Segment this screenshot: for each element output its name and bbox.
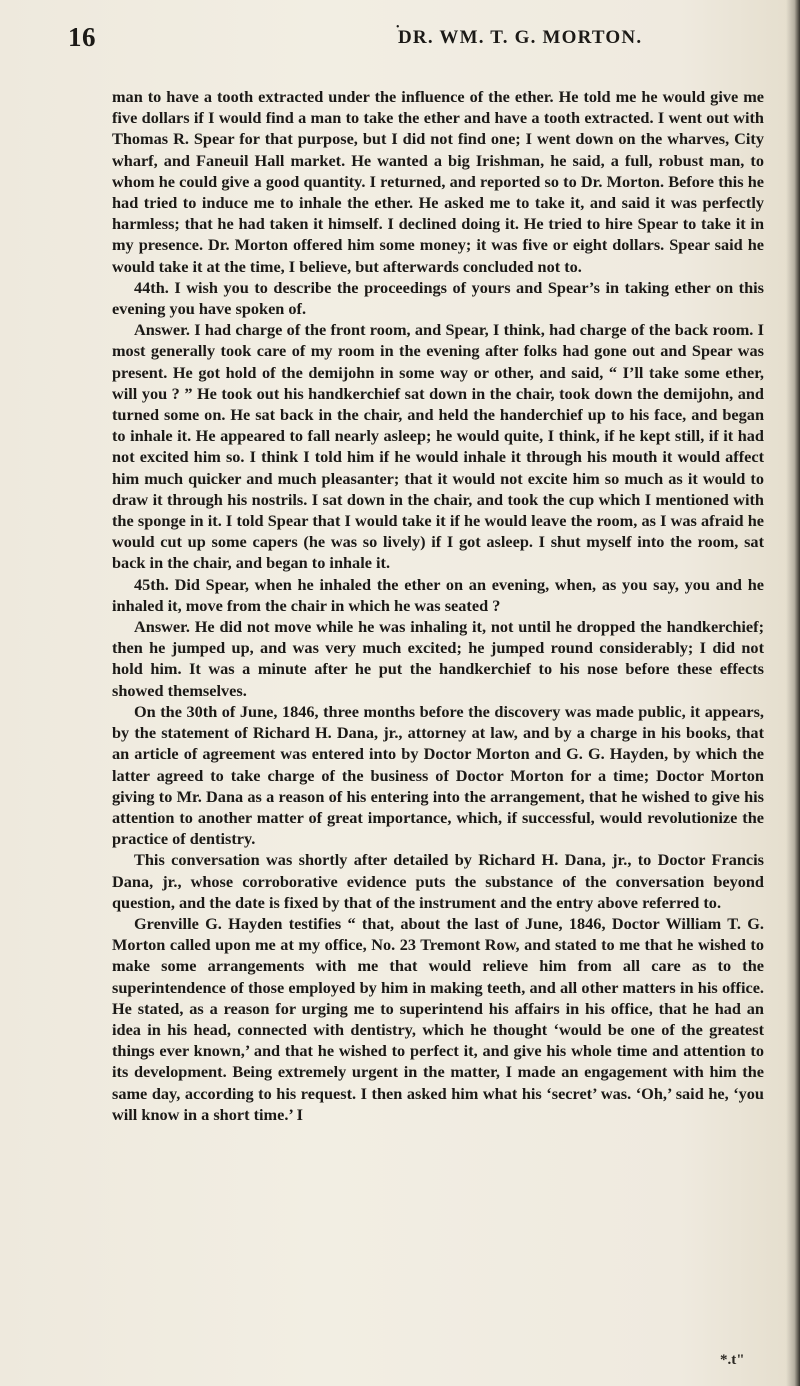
page-edge-shadow: [786, 0, 800, 1386]
body-text: [112, 86, 764, 1125]
paragraph-question-45: 45th. Did Spear, when he inhaled the ether on an evening, when, as you say, you and he inhaled it, move from the chair in which he was seated ?: [112, 574, 764, 615]
top-mark: •: [396, 22, 400, 33]
paragraph-dana-statement: On the 30th of June, 1846, three months before the discovery was made public, it appears, by the statement of Richard H. Dana, jr., attorney at law, and by a charge in his books, that an article of agreement was entered into by Doctor Morton and G. G. Hayden, by which the latter agreed to take charge of the business of Doctor Morton for a time; Doctor Morton giving to Mr. Dana as a reason of his entering into the arrangement, that he wished to give his attention to another matter of great importance, which, if successful, would revolutionize the practice of dentistry.: [112, 701, 764, 849]
paragraph-question-44: 44th. I wish you to describe the proceedings of yours and Spear’s in taking ether on this evening you have spoken of.: [112, 277, 764, 319]
paragraph-continuation: man to have a tooth extracted under the influence of the ether. He told me he would give me five dollars if I would find a man to take the ether and have a tooth extracted. I went out with Thomas R. Spear for that purpose, but I did not find one; I went down on the wharves, City wharf, and Faneuil Hall market. He wanted a big Irishman, he said, a full, robust man, to whom he could give a good quantity. I returned, and reported so to Dr. Morton. Before this he had tried to induce me to inhale the ether. He asked me to take it, and said it was perfectly harmless; that he had taken it himself. I declined doing it. He tried to hire Spear to take it in my presence. Dr. Morton offered him some money; it was five or eight dollars. Spear said he would take it at the time, I believe, but afterwards concluded not to.: [112, 87, 764, 276]
paragraph-answer-45: Answer. He did not move while he was inhaling it, not until he dropped the handkerchief; then he jumped up, and was very much excited; he jumped round considerably; I did not hold him. It was a minute after he put the handkerchief to his nose before these effects showed themselves.: [112, 617, 764, 700]
page-header: [68, 22, 758, 52]
running-head: DR. WM. T. G. MORTON.: [398, 27, 643, 48]
footer-mark: *.t": [720, 1352, 745, 1368]
paragraph-conversation: This conversation was shortly after detailed by Richard H. Dana, jr., to Doctor Francis Dana, jr., whose corroborative evidence puts the substance of the conversation beyond question, and the date is fixed by that of the instrument and the entry above referred to.: [112, 850, 764, 912]
paragraph-answer-44: Answer. I had charge of the front room, and Spear, I think, had charge of the back room. I most generally took care of my room in the evening after folks had gone out and Spear was present. He got hold of the demijohn in some way or other, and said, “ I’ll take some ether, will you ? ” He took out his handkerchief sat down in the chair, took down the demijohn, and turned some on. He sat back in the chair, and held the handerchief up to his face, and began to inhale it. He appeared to fall nearly asleep; he would quite, I think, if he kept still, if it had not excited him so. I think I told him if he would inhale it through his mouth it would affect him much quicker and much pleasanter; that it would not excite him so much as it would to draw it through his nostrils. I sat down in the chair, and took the cup which I mentioned with the sponge in it. I told Spear that I would take it if he would leave the room, as I was afraid he would cut up some capers (he was so lively) if I got asleep. I shut myself into the room, sat back in the chair, and began to inhale it.: [112, 320, 764, 573]
paragraph-hayden-testimony: Grenville G. Hayden testifies “ that, about the last of June, 1846, Doctor William T. G. Morton called upon me at my office, No. 23 Tremont Row, and stated to me that he wished to make some arrangements with me that would relieve him from all care as to the superintendence of those employed by him in making teeth, and all other matters in his office. He stated, as a reason for urging me to superintend his affairs in his office, that he had an idea in his head, connected with dentistry, which he thought ‘would be one of the greatest things ever known,’ and that he wished to perfect it, and give his whole time and attention to its development. Being extremely urgent in the matter, I made an engagement with him the same day, according to his request. I then asked him what his ‘secret’ was. ‘Oh,’ said he, ‘you will know in a short time.’ I: [112, 913, 764, 1124]
page-number: 16: [68, 22, 96, 52]
